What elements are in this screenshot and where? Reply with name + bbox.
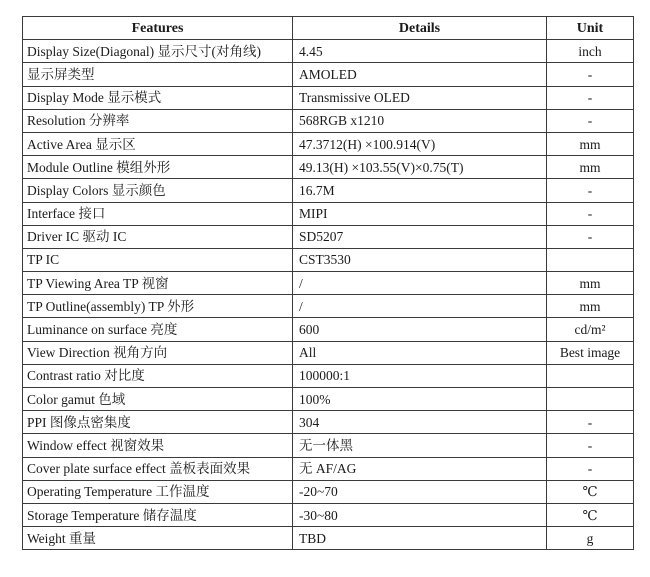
unit-cell: - <box>547 457 634 480</box>
feature-cell: Storage Temperature 储存温度 <box>23 503 293 526</box>
details-cell: SD5207 <box>293 225 547 248</box>
table-row <box>23 132 634 155</box>
details-cell: 49.13(H) ×103.55(V)×0.75(T) <box>293 156 547 179</box>
unit-cell <box>547 248 634 271</box>
feature-cell: 显示屏类型 <box>23 63 293 86</box>
table-row <box>23 388 634 411</box>
details-cell: 无 AF/AG <box>293 457 547 480</box>
table-row <box>23 40 634 63</box>
details-cell: 无一体黑 <box>293 434 547 457</box>
table-row <box>23 457 634 480</box>
table-row <box>23 341 634 364</box>
unit-cell: - <box>547 411 634 434</box>
details-cell: 600 <box>293 318 547 341</box>
details-cell: AMOLED <box>293 63 547 86</box>
feature-cell: TP Viewing Area TP 视窗 <box>23 272 293 295</box>
table-row <box>23 318 634 341</box>
unit-cell: mm <box>547 156 634 179</box>
details-cell: MIPI <box>293 202 547 225</box>
details-cell: TBD <box>293 527 547 550</box>
feature-cell: Display Colors 显示颜色 <box>23 179 293 202</box>
table-row <box>23 434 634 457</box>
feature-cell: Contrast ratio 对比度 <box>23 364 293 387</box>
details-cell: 100% <box>293 388 547 411</box>
details-cell: 4.45 <box>293 40 547 63</box>
feature-cell: Display Size(Diagonal) 显示尺寸(对角线) <box>23 40 293 63</box>
table-row <box>23 86 634 109</box>
details-cell: 100000:1 <box>293 364 547 387</box>
unit-cell: mm <box>547 132 634 155</box>
feature-cell: Operating Temperature 工作温度 <box>23 480 293 503</box>
unit-cell: ℃ <box>547 503 634 526</box>
details-cell: -20~70 <box>293 480 547 503</box>
unit-cell: mm <box>547 272 634 295</box>
details-cell: / <box>293 272 547 295</box>
details-cell: / <box>293 295 547 318</box>
feature-cell: Module Outline 模组外形 <box>23 156 293 179</box>
feature-cell: Window effect 视窗效果 <box>23 434 293 457</box>
table-row <box>23 364 634 387</box>
table-row <box>23 411 634 434</box>
feature-cell: Weight 重量 <box>23 527 293 550</box>
unit-cell <box>547 388 634 411</box>
unit-cell: inch <box>547 40 634 63</box>
unit-cell: mm <box>547 295 634 318</box>
table-row <box>23 248 634 271</box>
table-row <box>23 202 634 225</box>
details-cell: -30~80 <box>293 503 547 526</box>
feature-cell: PPI 图像点密集度 <box>23 411 293 434</box>
table-row <box>23 527 634 550</box>
details-cell: Transmissive OLED <box>293 86 547 109</box>
feature-cell: Display Mode 显示模式 <box>23 86 293 109</box>
details-cell: 16.7M <box>293 179 547 202</box>
feature-cell: Resolution 分辨率 <box>23 109 293 132</box>
feature-cell: Active Area 显示区 <box>23 132 293 155</box>
unit-cell: - <box>547 434 634 457</box>
spec-body <box>23 40 634 550</box>
feature-cell: Driver IC 驱动 IC <box>23 225 293 248</box>
feature-cell: Interface 接口 <box>23 202 293 225</box>
details-cell: 568RGB x1210 <box>293 109 547 132</box>
table-row <box>23 63 634 86</box>
unit-cell: g <box>547 527 634 550</box>
feature-cell: Color gamut 色域 <box>23 388 293 411</box>
feature-cell: Luminance on surface 亮度 <box>23 318 293 341</box>
table-row <box>23 225 634 248</box>
header-details: Details <box>293 17 547 40</box>
table-row <box>23 295 634 318</box>
feature-cell: TP Outline(assembly) TP 外形 <box>23 295 293 318</box>
unit-cell: cd/m² <box>547 318 634 341</box>
table-row <box>23 156 634 179</box>
details-cell: 304 <box>293 411 547 434</box>
table-row <box>23 272 634 295</box>
feature-cell: Cover plate surface effect 盖板表面效果 <box>23 457 293 480</box>
table-row <box>23 179 634 202</box>
feature-cell: View Direction 视角方向 <box>23 341 293 364</box>
table-row <box>23 109 634 132</box>
header-row <box>23 17 634 40</box>
table-row <box>23 480 634 503</box>
header-unit: Unit <box>547 17 634 40</box>
details-cell: All <box>293 341 547 364</box>
details-cell: 47.3712(H) ×100.914(V) <box>293 132 547 155</box>
unit-cell: - <box>547 63 634 86</box>
feature-cell: TP IC <box>23 248 293 271</box>
header-features: Features <box>23 17 293 40</box>
unit-cell: - <box>547 179 634 202</box>
unit-cell <box>547 364 634 387</box>
unit-cell: - <box>547 202 634 225</box>
unit-cell: ℃ <box>547 480 634 503</box>
unit-cell: - <box>547 109 634 132</box>
unit-cell: Best image <box>547 341 634 364</box>
table-row <box>23 503 634 526</box>
details-cell: CST3530 <box>293 248 547 271</box>
spec-table <box>22 16 634 550</box>
unit-cell: - <box>547 225 634 248</box>
unit-cell: - <box>547 86 634 109</box>
